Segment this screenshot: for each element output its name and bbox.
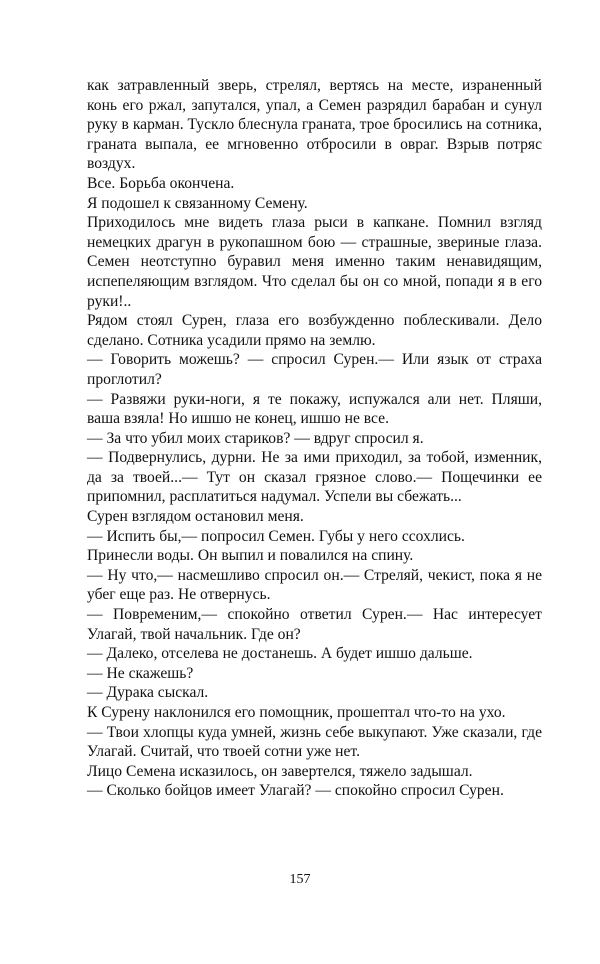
paragraph: — Подвернулись, дурни. Не за ими приходил, за тобой, изменник, да за твоей...— Тут он сказал грязное слово.— Пощечинки ее припомнил, расплатиться надумал. Успели вы сбежать... bbox=[87, 449, 542, 506]
paragraph: Лицо Семена исказилось, он завертелся, тяжело задышал. bbox=[87, 762, 473, 780]
paragraph: Рядом стоял Сурен, глаза его возбужденно поблескивали. Дело сделано. Сотника усадили прямо на землю. bbox=[87, 312, 542, 349]
paragraph: Приходилось мне видеть глаза рыси в капкане. Помнил взгляд немецких драгун в рукопашном бою — страшные, звериные глаза. Семен неотступно буравил меня именно таким ненавидящим, испепеляющим взглядом. Что сделал бы он со мной, попади я в его руки!.. bbox=[87, 214, 542, 310]
page-body bbox=[87, 76, 542, 801]
paragraph: Принесли воды. Он выпил и повалился на спину. bbox=[87, 547, 414, 565]
paragraph: Я подошел к связанному Семену. bbox=[87, 194, 308, 212]
paragraph: — Дурака сыскал. bbox=[87, 684, 209, 702]
paragraph: — Повременим,— спокойно ответил Сурен.— Нас интересует Улагай, твой начальник. Где он? bbox=[87, 606, 542, 643]
paragraph: — Твои хлопцы куда умней, жизнь себе выкупают. Уже сказали, где Улагай. Считай, что твоей сотни уже нет. bbox=[87, 723, 542, 761]
paragraph: Все. Борьба окончена. bbox=[87, 174, 235, 192]
paragraph: — Развяжи руки-ноги, я те покажу, испужался али нет. Пляши, ваша взяла! Но ишшо не конец, ишшо не все. bbox=[87, 390, 542, 428]
paragraph: как затравленный зверь, стрелял, вертясь на месте, израненный конь его ржал, запутался, упал, а Семен разрядил барабан и сунул руку в карман. Тускло блеснула граната, трое бросились на сотника, граната выпала, ее мгновенно отбросили в овраг. Взрыв потряс воздух. bbox=[87, 77, 542, 173]
paragraph: — Испить бы,— попросил Семен. Губы у него ссохлись. bbox=[87, 527, 465, 545]
paragraph: — За что убил моих стариков? — вдруг спросил я. bbox=[87, 429, 424, 447]
paragraph: Сурен взглядом остановил меня. bbox=[87, 508, 304, 526]
paragraph: — Ну что,— насмешливо спросил он.— Стреляй, чекист, пока я не убег еще раз. Не отвернусь. bbox=[87, 566, 542, 604]
paragraph: — Говорить можешь? — спросил Сурен.— Или язык от страха проглотил? bbox=[87, 351, 542, 388]
paragraph: — Не скажешь? bbox=[87, 664, 194, 682]
page-number: 157 bbox=[289, 872, 311, 887]
paragraph: К Сурену наклонился его помощник, прошептал что-то на ухо. bbox=[87, 704, 506, 721]
paragraph: — Сколько бойцов имеет Улагай? — спокойно спросил Сурен. bbox=[87, 782, 504, 800]
paragraph: — Далеко, отселева не достанешь. А будет ишшо дальше. bbox=[87, 645, 473, 663]
